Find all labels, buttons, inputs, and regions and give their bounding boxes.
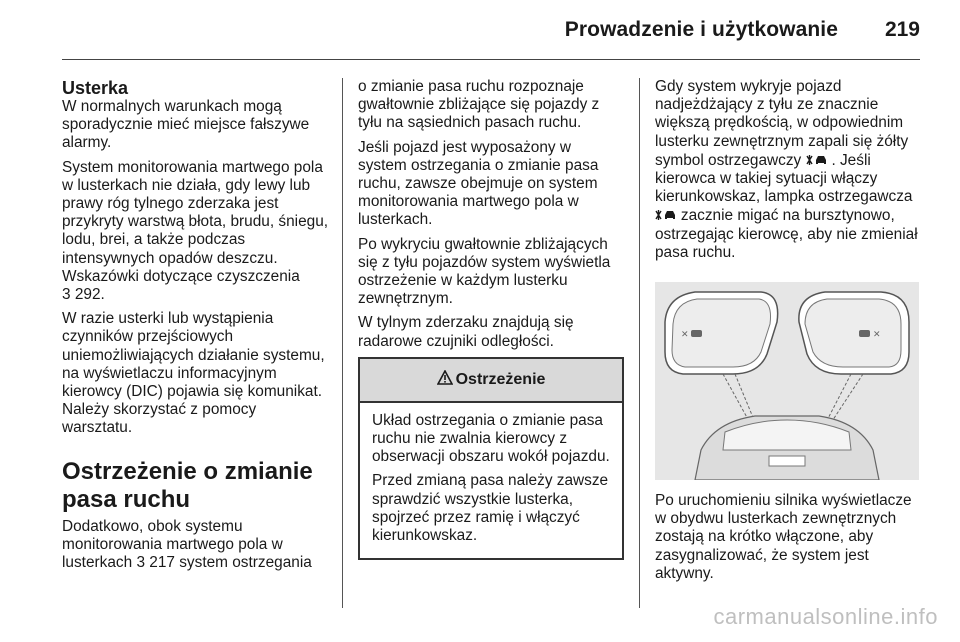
column-divider-left [342,78,343,608]
paragraph: W tylnym zderzaku znajdują się radarowe czujniki odległości. [358,314,574,350]
page-number: 219 [884,18,920,41]
page-reference-link[interactable]: 3 217 [136,554,175,572]
paragraph: Po uruchomieniu silnika wyświetlacze w obydwu lusterkach zewnętrznych zostają na krótko włączone, aby zasygnalizować, że system jest aktywny. [655,492,912,582]
column-middle [358,78,624,560]
subheading-usterka: Usterka [62,78,129,98]
svg-text:✕: ✕ [681,330,689,341]
paragraph: Jeśli pojazd jest wyposażony w system ostrzegania o zmianie pasa ruchu, zawsze obejmuje on system monitorowania martwego pola w lusterkach. [358,138,599,229]
warning-header [360,359,622,403]
page-title: Prowadzenie i użytkowanie [564,18,838,41]
warning-body [360,403,622,558]
page-reference-link[interactable]: 3 292. [62,286,105,304]
watermark: carmanualsonline.info [713,604,938,629]
column-left [62,78,330,578]
warning-paragraph: Układ ostrzegania o zmianie pasa ruchu nie zwalnia kierowcy z obserwacji obszaru wokół pojazdu. [372,411,610,466]
paragraph-text: zacznie migać na bursztynowo, ostrzegając kierowcę, aby nie zmieniał pasa ruchu. [655,207,918,261]
section-title: Ostrzeżenie o zmianie pasa ruchu [62,457,313,513]
paragraph [655,78,925,262]
paragraph: W normalnych warunkach mogą sporadycznie mieć miejsce fałszywe alarmy. [62,98,310,152]
warning-paragraph: Przed zmianą pasa należy zawsze sprawdzić wszystkie lusterka, spojrzeć przez ramię i włączyć kierunkowskaz. [372,472,609,545]
paragraph-text: System monitorowania martwego pola w lusterkach nie działa, gdy lewy lub prawy róg tylnego zderzaka jest przykryty warstwą błota, brudu, śniegu, lodu, brei, a także podczas intensywnych opadów deszczu. Wskazówki dotyczące czyszczenia [62,158,329,285]
svg-text:✕: ✕ [873,330,881,341]
mirror-illustration [655,282,919,480]
paragraph: Po wykryciu gwałtownie zbliżających się z tyłu pojazdów system wyświetla ostrzeżenie w każdym lusterku zewnętrznym. [358,235,611,308]
warning-box [358,357,624,560]
paragraph [62,159,330,305]
paragraph-text: Gdy system wykryje pojazd nadjeżdżający z tyłu ze znacznie większą prędkością, w odpowiednim lusterku zewnętrznym zapali się żółty symbol ostrzegawczy [655,78,909,169]
paragraph: W razie usterki lub wystąpienia czynników przejściowych uniemożliwiających działanie systemu, na wyświetlaczu informacyjnym kierowcy (DIC) pojawia się komunikat. Należy skorzystać z pomocy warsztatu. [62,310,325,437]
header-rule [62,59,920,60]
column-divider-right [639,78,640,608]
paragraph-text: Dodatkowo, obok systemu monitorowania martwego pola w lusterkach [62,517,283,572]
warning-triangle-icon [437,370,453,390]
page-header [0,0,960,62]
side-blind-zone-icon [655,207,681,223]
paragraph-text: system ostrzegania [179,554,312,572]
paragraph-text: . Jeśli kierowca w takiej sytuacji włączy kierunkowskaz, lampka ostrzegawcza [655,151,913,206]
paragraph [62,518,330,573]
side-blind-zone-icon [806,152,832,168]
paragraph: o zmianie pasa ruchu rozpoznaje gwałtownie zbliżające się pojazdy z tyłu na sąsiednich pasach ruchu. [358,78,600,132]
warning-title: Ostrzeżenie [455,370,546,388]
column-right [655,78,925,589]
